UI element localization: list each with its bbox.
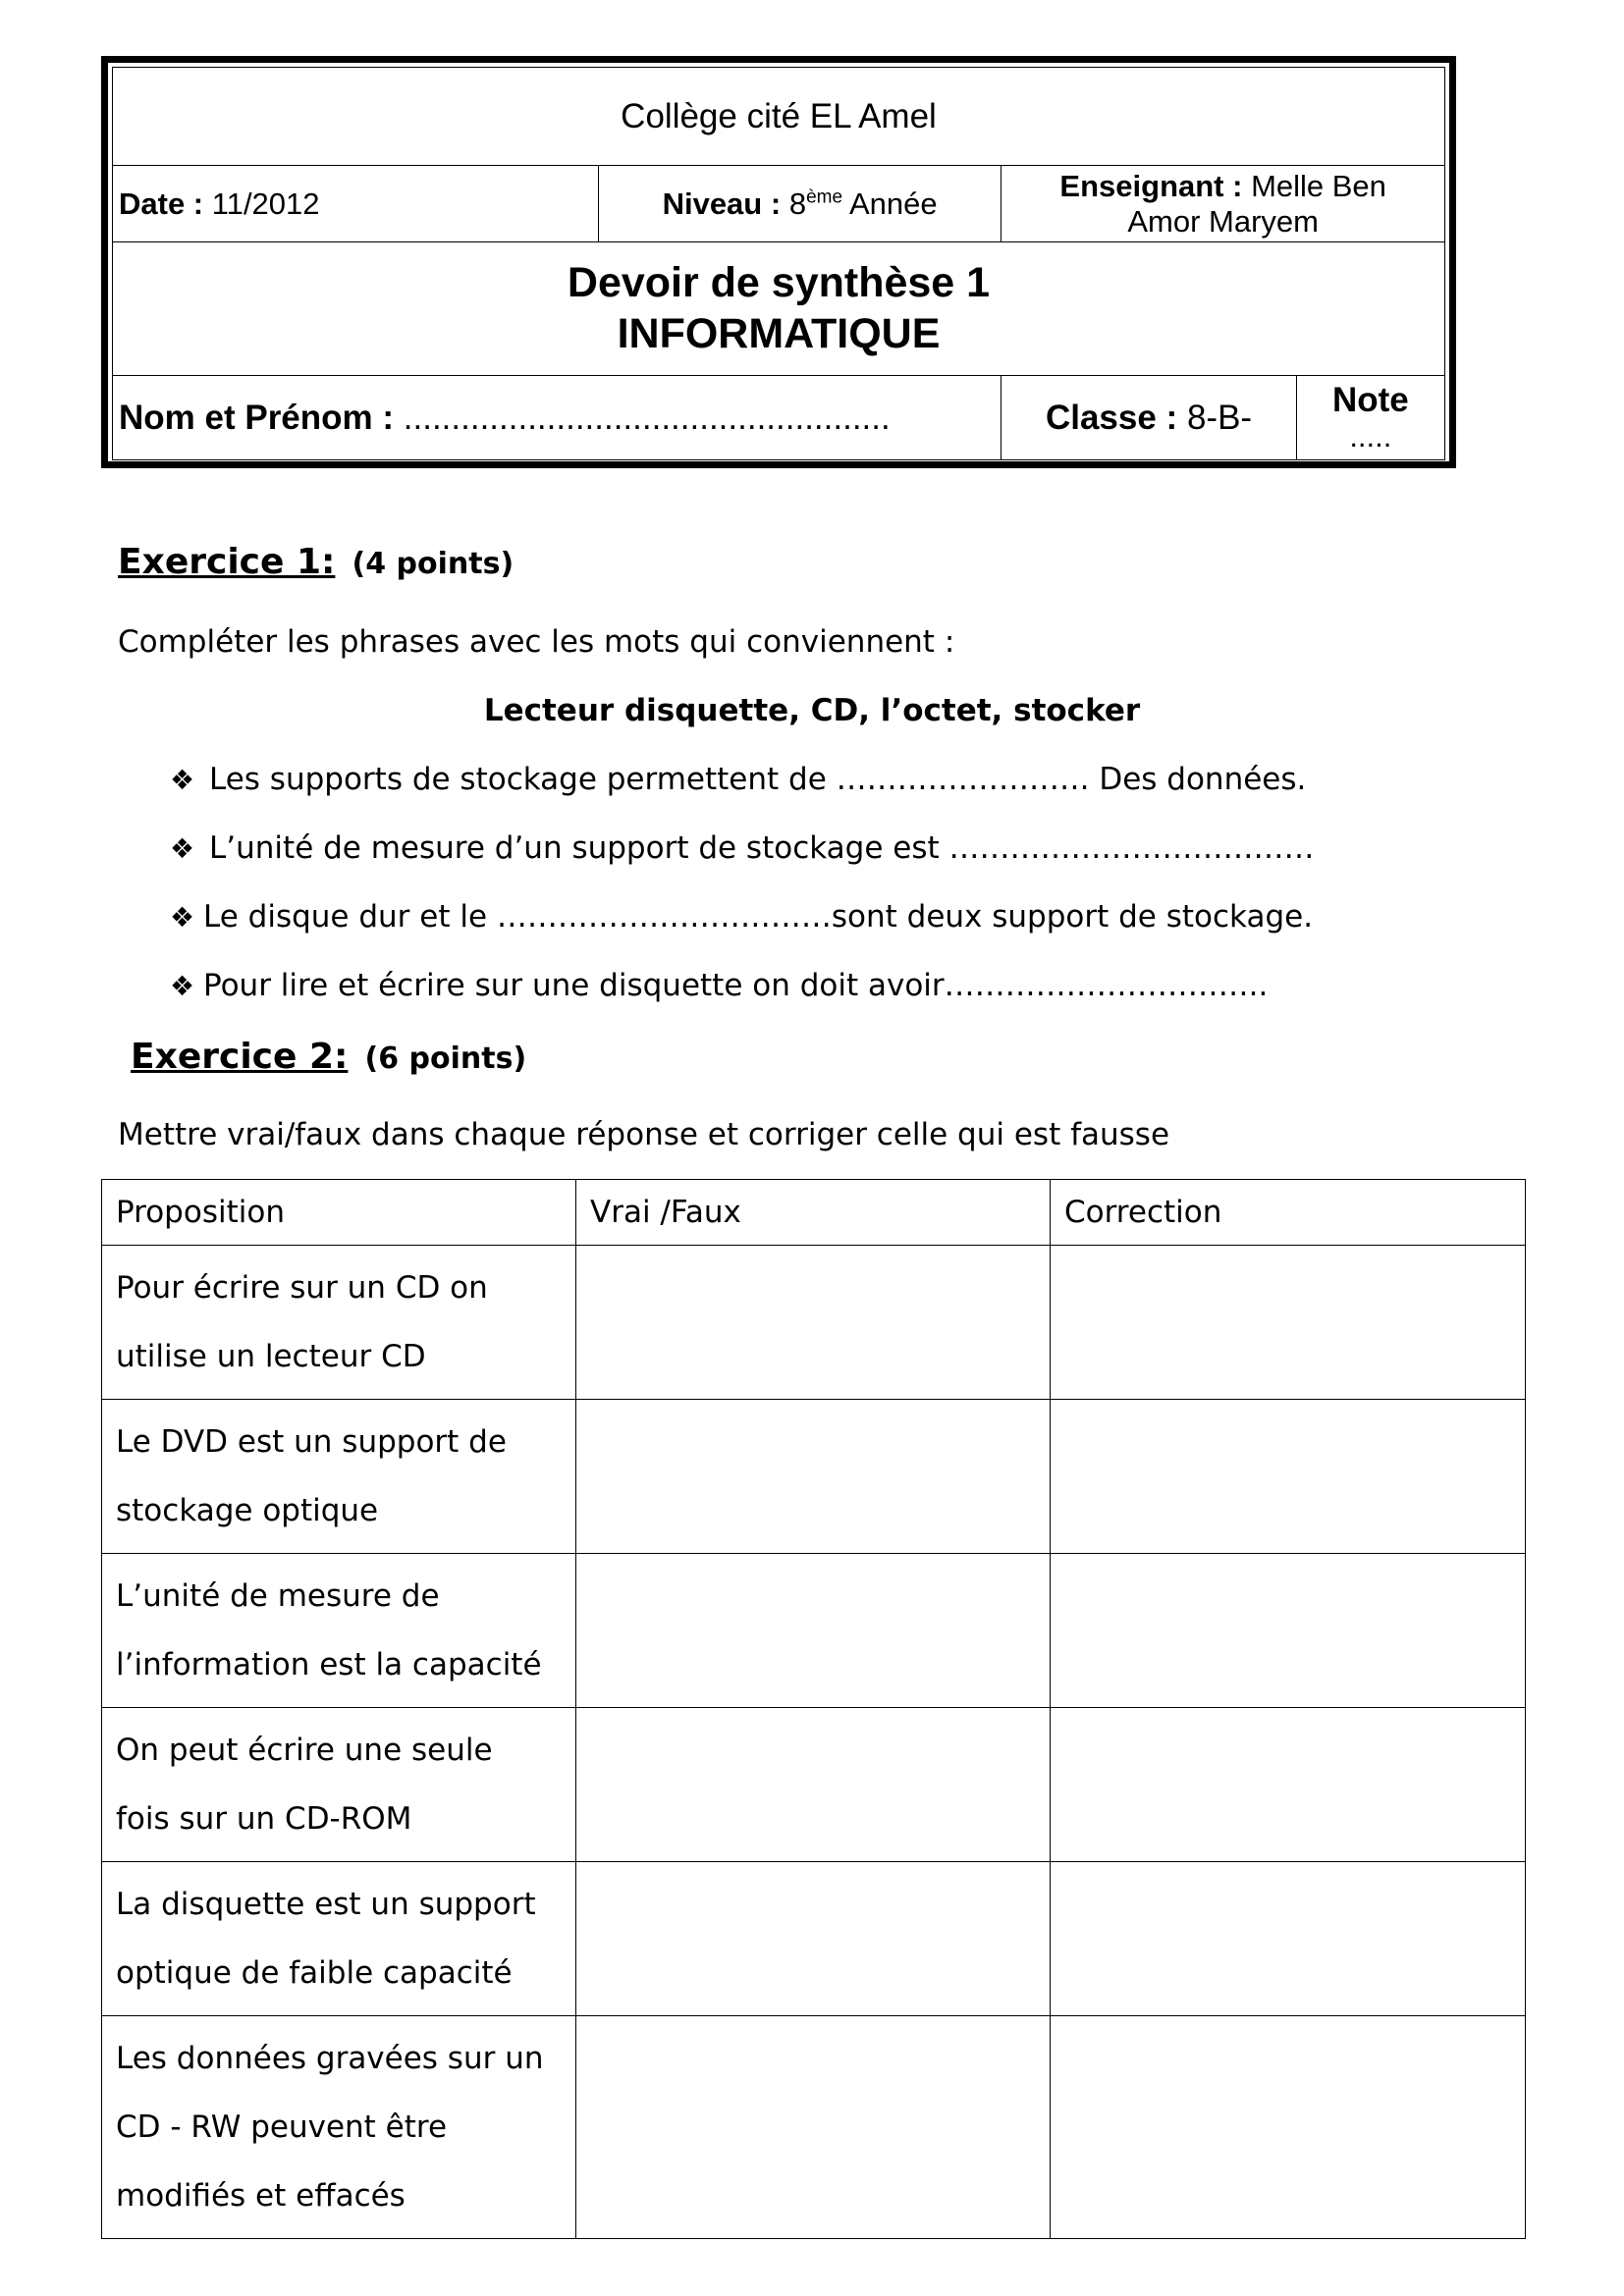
bullet-icon: ❖: [170, 764, 195, 796]
classe-label: Classe :: [1045, 398, 1178, 437]
note-label: Note: [1331, 381, 1409, 420]
bullet-icon: ❖: [170, 970, 195, 1002]
exam-title: [113, 242, 1445, 376]
ex1-word-bank: Lecteur disquette, CD, l’octet, stocker: [483, 693, 1141, 728]
niveau-num: 8: [788, 186, 807, 221]
table-row: [102, 1708, 1526, 1862]
vrai-faux-answer-cell[interactable]: [576, 1862, 1051, 2016]
date-label: Date :: [119, 186, 204, 221]
proposition-line: modifiés et effacés: [116, 2178, 406, 2214]
proposition-line: Les données gravées sur un: [116, 2041, 544, 2076]
proposition-line: L’unité de mesure de: [116, 1578, 440, 1614]
table-header-row: [102, 1180, 1526, 1246]
correction-answer-cell[interactable]: [1051, 1246, 1526, 1400]
proposition-cell: [102, 1554, 576, 1708]
proposition-cell: [102, 1862, 576, 2016]
note-dots: .....: [1349, 418, 1392, 454]
school-name: Collège cité EL Amel: [113, 68, 1445, 166]
proposition-line: l’information est la capacité: [116, 1647, 542, 1682]
vrai-faux-answer-cell[interactable]: [576, 1554, 1051, 1708]
name-dots: ...................................................: [403, 398, 891, 437]
niveau-label: Niveau :: [662, 186, 782, 221]
table-row: [102, 1246, 1526, 1400]
ex1-item-text: Les supports de stockage permettent de ……………………. Des données.: [209, 762, 1307, 797]
table-row: [102, 2016, 1526, 2239]
teacher-value-1: Melle Ben: [1251, 168, 1386, 203]
table-row: [102, 1554, 1526, 1708]
note-cell: [1296, 376, 1444, 460]
proposition-line: CD - RW peuvent être: [116, 2109, 448, 2145]
proposition-line: optique de faible capacité: [116, 1955, 513, 1991]
teacher-label: Enseignant :: [1059, 168, 1243, 203]
name-cell[interactable]: [113, 376, 1001, 460]
classe-cell: [1001, 376, 1296, 460]
exam-title-2: INFORMATIQUE: [617, 309, 941, 357]
teacher-value-2: Amor Maryem: [1127, 203, 1319, 239]
ex1-title: Exercice 1:: [118, 542, 336, 582]
niveau-sup: ème: [806, 187, 843, 208]
ex1-item-4: [170, 968, 1268, 1003]
bullet-icon: ❖: [170, 832, 195, 865]
col-header-correction: Correction: [1051, 1180, 1526, 1246]
ex1-item-3: [170, 899, 1313, 934]
ex1-instruction: Compléter les phrases avec les mots qui conviennent :: [118, 624, 955, 660]
ex1-item-text: L’unité de mesure d’un support de stockage est ………………………………: [209, 830, 1315, 866]
teacher-cell: [1001, 166, 1445, 242]
vrai-faux-table: [101, 1179, 1526, 2239]
ex1-item-1: [170, 762, 1306, 797]
col-header-vrai-faux: Vrai /Faux: [576, 1180, 1051, 1246]
proposition-line: fois sur un CD-ROM: [116, 1801, 412, 1837]
proposition-cell: [102, 2016, 576, 2239]
correction-answer-cell[interactable]: [1051, 1400, 1526, 1554]
classe-value: 8-B-: [1186, 398, 1253, 437]
exam-title-1: Devoir de synthèse 1: [567, 258, 991, 306]
correction-answer-cell[interactable]: [1051, 1554, 1526, 1708]
ex1-item-2: [170, 830, 1315, 866]
proposition-line: La disquette est un support: [116, 1887, 536, 1922]
proposition-line: utilise un lecteur CD: [116, 1339, 426, 1374]
correction-answer-cell[interactable]: [1051, 1862, 1526, 2016]
correction-answer-cell[interactable]: [1051, 1708, 1526, 1862]
correction-answer-cell[interactable]: [1051, 2016, 1526, 2239]
ex1-item-text: Pour lire et écrire sur une disquette on doit avoir…………………………..: [203, 968, 1269, 1003]
vrai-faux-answer-cell[interactable]: [576, 1400, 1051, 1554]
ex1-heading: [118, 542, 514, 582]
ex2-instruction: Mettre vrai/faux dans chaque réponse et corriger celle qui est fausse: [118, 1117, 1170, 1152]
vrai-faux-answer-cell[interactable]: [576, 2016, 1051, 2239]
proposition-line: Le DVD est un support de: [116, 1424, 507, 1460]
proposition-line: Pour écrire sur un CD on: [116, 1270, 488, 1306]
bullet-icon: ❖: [170, 901, 195, 934]
name-label: Nom et Prénom :: [119, 398, 395, 437]
proposition-cell: [102, 1400, 576, 1554]
header-box: [101, 56, 1456, 468]
ex1-points: (4 points): [352, 547, 514, 581]
date-cell: [113, 166, 599, 242]
proposition-line: On peut écrire une seule: [116, 1733, 493, 1768]
vrai-faux-answer-cell[interactable]: [576, 1246, 1051, 1400]
proposition-cell: [102, 1246, 576, 1400]
date-value: 11/2012: [211, 186, 320, 221]
col-header-proposition: Proposition: [102, 1180, 576, 1246]
ex2-points: (6 points): [364, 1041, 527, 1076]
table-row: [102, 1862, 1526, 2016]
niveau-word: Année: [848, 186, 938, 221]
vrai-faux-answer-cell[interactable]: [576, 1708, 1051, 1862]
niveau-cell: [598, 166, 1001, 242]
proposition-cell: [102, 1708, 576, 1862]
ex1-item-text: Le disque dur et le ……………………………sont deux support de stockage.: [203, 899, 1314, 934]
ex2-heading: [131, 1037, 526, 1077]
ex2-title: Exercice 2:: [131, 1037, 349, 1077]
header-table: [112, 67, 1445, 460]
proposition-line: stockage optique: [116, 1493, 379, 1528]
table-row: [102, 1400, 1526, 1554]
